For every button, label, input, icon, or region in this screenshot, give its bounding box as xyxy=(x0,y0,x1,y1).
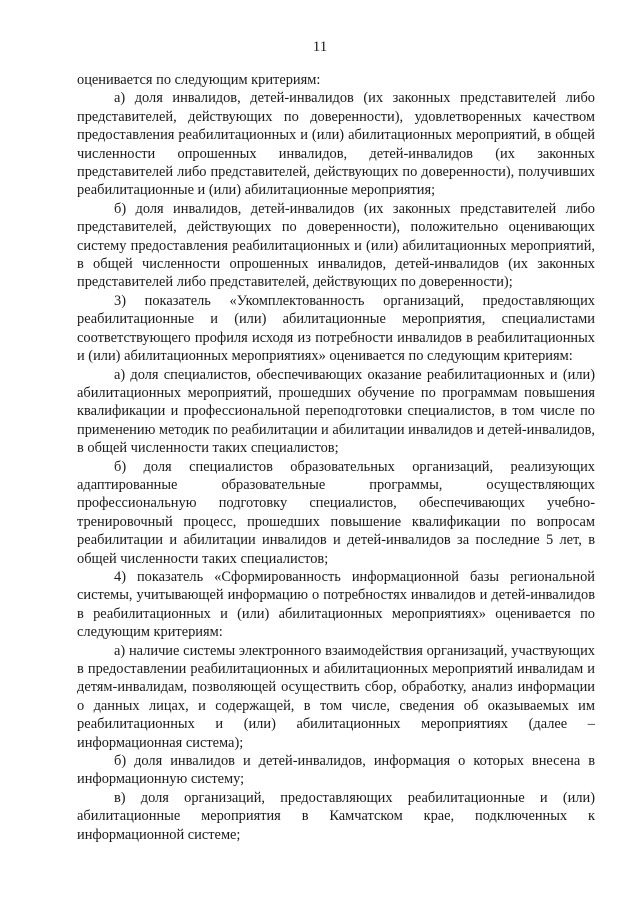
paragraph-continuation: оценивается по следующим критериям: xyxy=(77,72,321,88)
paragraph-criterion-a-satisfaction: а) доля инвалидов, детей-инвалидов (их законных представителей либо представителей, действующих по доверенности), удовлетворенных качеством предоставления реабилитационных и (или) абилитационных мероприятий, в общей численности опрошенных инвалидов, детей-инвалидов (их законных представителей либо представителей, действующих по доверенности), получивших реабилитационные и (или) абилитационные мероприятия; xyxy=(77,90,595,199)
paragraph-criterion-a-specialists-training: а) доля специалистов, обеспечивающих оказание реабилитационных и (или) абилитационных мероприятий, прошедших обучение по программам повышения квалификации и профессиональной переподготовки специалистов, в том числе по применению методик по реабилитации и абилитации инвалидов и детей-инвалидов, в общей численности таких специалистов; xyxy=(77,366,595,457)
paragraph-criterion-b-positive-assessment: б) доля инвалидов, детей-инвалидов (их законных представителей либо представителей, действующих по доверенности), положительно оценивающих систему предоставления реабилитационных и (или) абилитационных мероприятий, в общей численности опрошенных инвалидов, детей-инвалидов (их законных представителей либо представителей, действующих по доверенности); xyxy=(77,200,595,291)
paragraph-criterion-a-information-system: а) наличие системы электронного взаимодействия организаций, участвующих в предоставлении реабилитационных и абилитационных мероприятий инвалидам и детям-инвалидам, позволяющей осуществить сбор, обработку, анализ информации о данных лицах, и содержащей, в том числе, сведения об оказываемых им реабилитационных и (или) абилитационных мероприятиях (далее – информационная система); xyxy=(77,642,595,751)
paragraph-criterion-b-registered-share: б) доля инвалидов и детей-инвалидов, информация о которых внесена в информационную систему; xyxy=(77,753,595,788)
paragraph-criterion-b-education-specialists: б) доля специалистов образовательных организаций, реализующих адаптированные образовательные программы, осуществляющих профессиональную подготовку специалистов, обеспечивающих учебно-тренировочный процесс, прошедших повышение квалификации по вопросам реабилитации и абилитации инвалидов и детей-инвалидов за последние 5 лет, в общей численности таких специалистов; xyxy=(77,458,595,567)
paragraph-indicator-3: 3) показатель «Укомплектованность организаций, предоставляющих реабилитационные и (или) абилитационные мероприятия, специалистами соответствующего профиля исходя из потребности инвалидов в реабилитационных и (или) абилитационных мероприятиях» оценивается по следующим критериям: xyxy=(77,292,595,365)
paragraph-indicator-4: 4) показатель «Сформированность информационной базы региональной системы, учитывающей информацию о потребностях инвалидов и детей-инвалидов в реабилитационных и (или) абилитационных мероприятиях» оценивается по следующим критериям: xyxy=(77,568,595,641)
paragraph-criterion-c-connected-organizations: в) доля организаций, предоставляющих реабилитационные и (или) абилитационные мероприятия в Камчатском крае, подключенных к информационной системе; xyxy=(77,789,595,843)
document-body xyxy=(77,71,595,844)
page-number: 11 xyxy=(312,39,328,55)
